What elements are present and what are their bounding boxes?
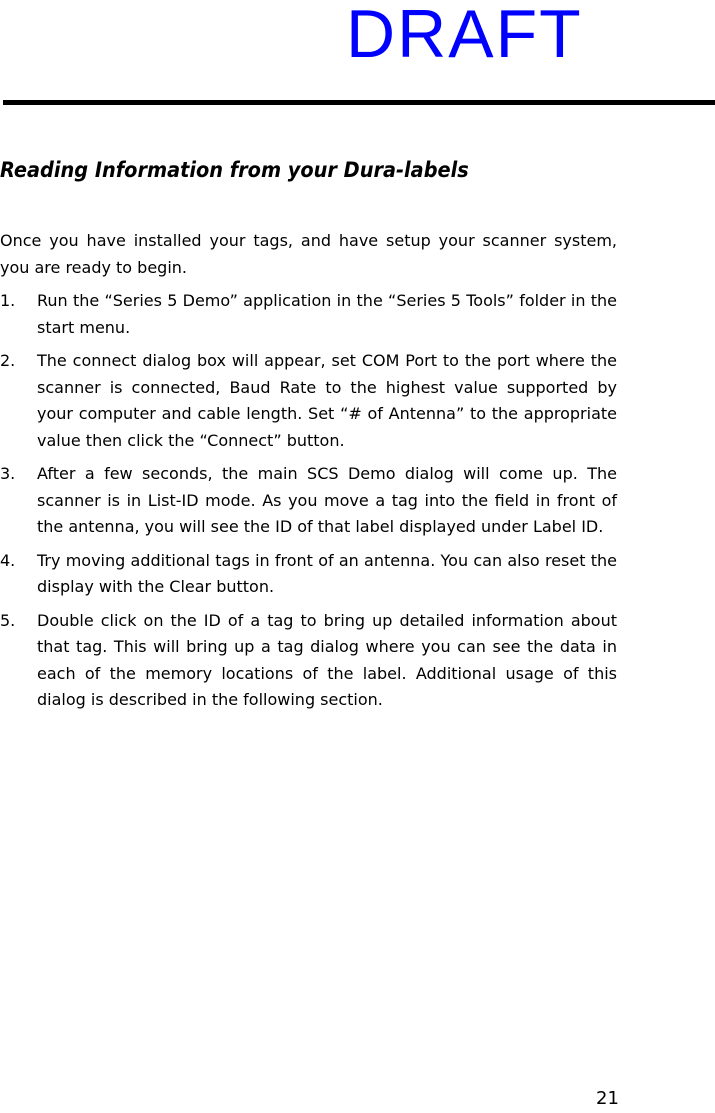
section-title: Reading Information from your Dura-labels [0,158,469,182]
step-number: 4. [0,550,16,570]
step-text: The connect dialog box will appear, set COM Port to the port where the scanner is connected, Baud Rate to the highest value supported by your computer and cable length. Set “# of Antenna” to the appropriate value then click the “Connect” button. [37,351,617,450]
page-number: 21 [596,1088,619,1109]
step-number: 1. [0,291,16,310]
step-item [0,348,617,454]
draft-watermark: DRAFT [346,0,583,72]
header-rule [3,100,715,105]
step-item [0,548,617,601]
step-text: Try moving additional tags in front of an antenna. You can also reset the display with the Clear button. [37,550,617,596]
step-item [0,288,617,341]
step-text: After a few seconds, the main SCS Demo dialog will come up. The scanner is in List-ID mode. As you move a tag into the field in front of the antenna, you will see the ID of that label displayed under Label ID. [37,464,617,536]
step-number: 5. [0,610,16,630]
step-item [0,461,617,541]
steps-list [0,288,617,721]
intro-paragraph: Once you have installed your tags, and have setup your scanner system, you are ready to begin. [0,231,617,277]
step-text: Run the “Series 5 Demo” application in the “Series 5 Tools” folder in the start menu. [37,291,617,337]
step-number: 3. [0,464,16,483]
step-text: Double click on the ID of a tag to bring up detailed information about that tag. This will bring up a tag dialog where you can see the data in each of the memory locations of the label. Additional usage of this dialog is described in the following section. [37,610,617,709]
step-number: 2. [0,351,16,370]
step-item [0,608,617,714]
